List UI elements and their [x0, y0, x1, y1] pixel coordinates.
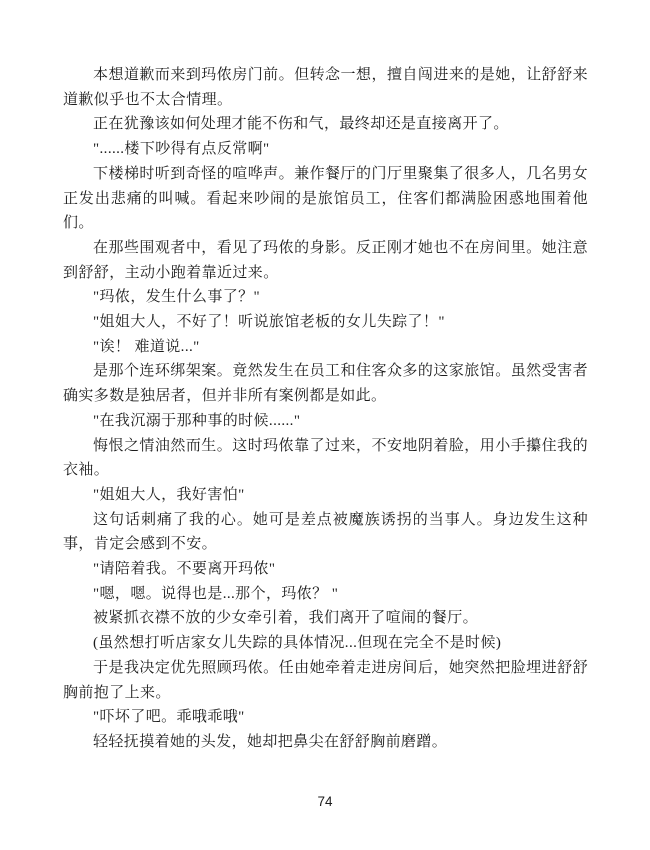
page-text [63, 63, 588, 755]
paragraph: 轻轻抚摸着她的头发，她却把鼻尖在舒舒胸前磨蹭。 [93, 733, 448, 750]
paragraph-dialogue: "姐姐大人，不好了！听说旅馆老板的女儿失踪了！" [93, 314, 445, 331]
paragraph: 下楼梯时听到奇怪的喧哗声。兼作餐厅的门厅里聚集了很多人，几名男女正发出悲痛的叫喊。看起来吵闹的是旅馆员工，住客们都满脸困惑地围着他们。 [63, 165, 588, 232]
paragraph-dialogue: "诶！ 难道说..." [93, 338, 200, 355]
paragraph: 被紧抓衣襟不放的少女牵引着，我们离开了喧闹的餐厅。 [93, 610, 479, 627]
paragraph-dialogue: "嗯，嗯。说得也是...那个，玛侬？ " [93, 585, 339, 602]
paragraph: 正在犹豫该如何处理才能不伤和气，最终却还是直接离开了。 [93, 116, 509, 133]
paragraph-dialogue: "玛侬，发生什么事了？" [93, 289, 261, 306]
paragraph: 于是我决定优先照顾玛侬。任由她牵着走进房间后，她突然把脸埋进舒舒胸前抱了上来。 [63, 659, 588, 701]
paragraph-dialogue: "吓坏了吧。乖哦乖哦" [93, 709, 245, 726]
paragraph-thought: (虽然想打听店家女儿失踪的具体情况...但现在完全不是时候) [93, 635, 502, 652]
paragraph-dialogue: "姐姐大人，我好害怕" [93, 486, 245, 503]
paragraph: 是那个连环绑架案。竟然发生在员工和住客众多的这家旅馆。虽然受害者确实多数是独居者，但并非所有案例都是如此。 [63, 363, 588, 405]
paragraph: 在那些围观者中，看见了玛侬的身影。反正刚才她也不在房间里。她注意到舒舒，主动小跑着靠近过来。 [63, 239, 588, 281]
paragraph: 本想道歉而来到玛侬房门前。但转念一想，擅自闯进来的是她，让舒舒来道歉似乎也不太合情理。 [63, 67, 588, 108]
paragraph-dialogue: "......楼下吵得有点反常啊" [93, 141, 270, 158]
paragraph: 这句话刺痛了我的心。她可是差点被魔族诱拐的当事人。身边发生这种事，肯定会感到不安。 [63, 511, 588, 553]
paragraph-dialogue: "请陪着我。不要离开玛侬" [93, 561, 276, 578]
paragraph: 悔恨之情油然而生。这时玛侬靠了过来，不安地阴着脸，用小手攥住我的衣袖。 [63, 437, 588, 479]
page-number: 74 [317, 794, 333, 809]
paragraph-dialogue: "在我沉溺于那种事的时候......" [93, 412, 301, 429]
